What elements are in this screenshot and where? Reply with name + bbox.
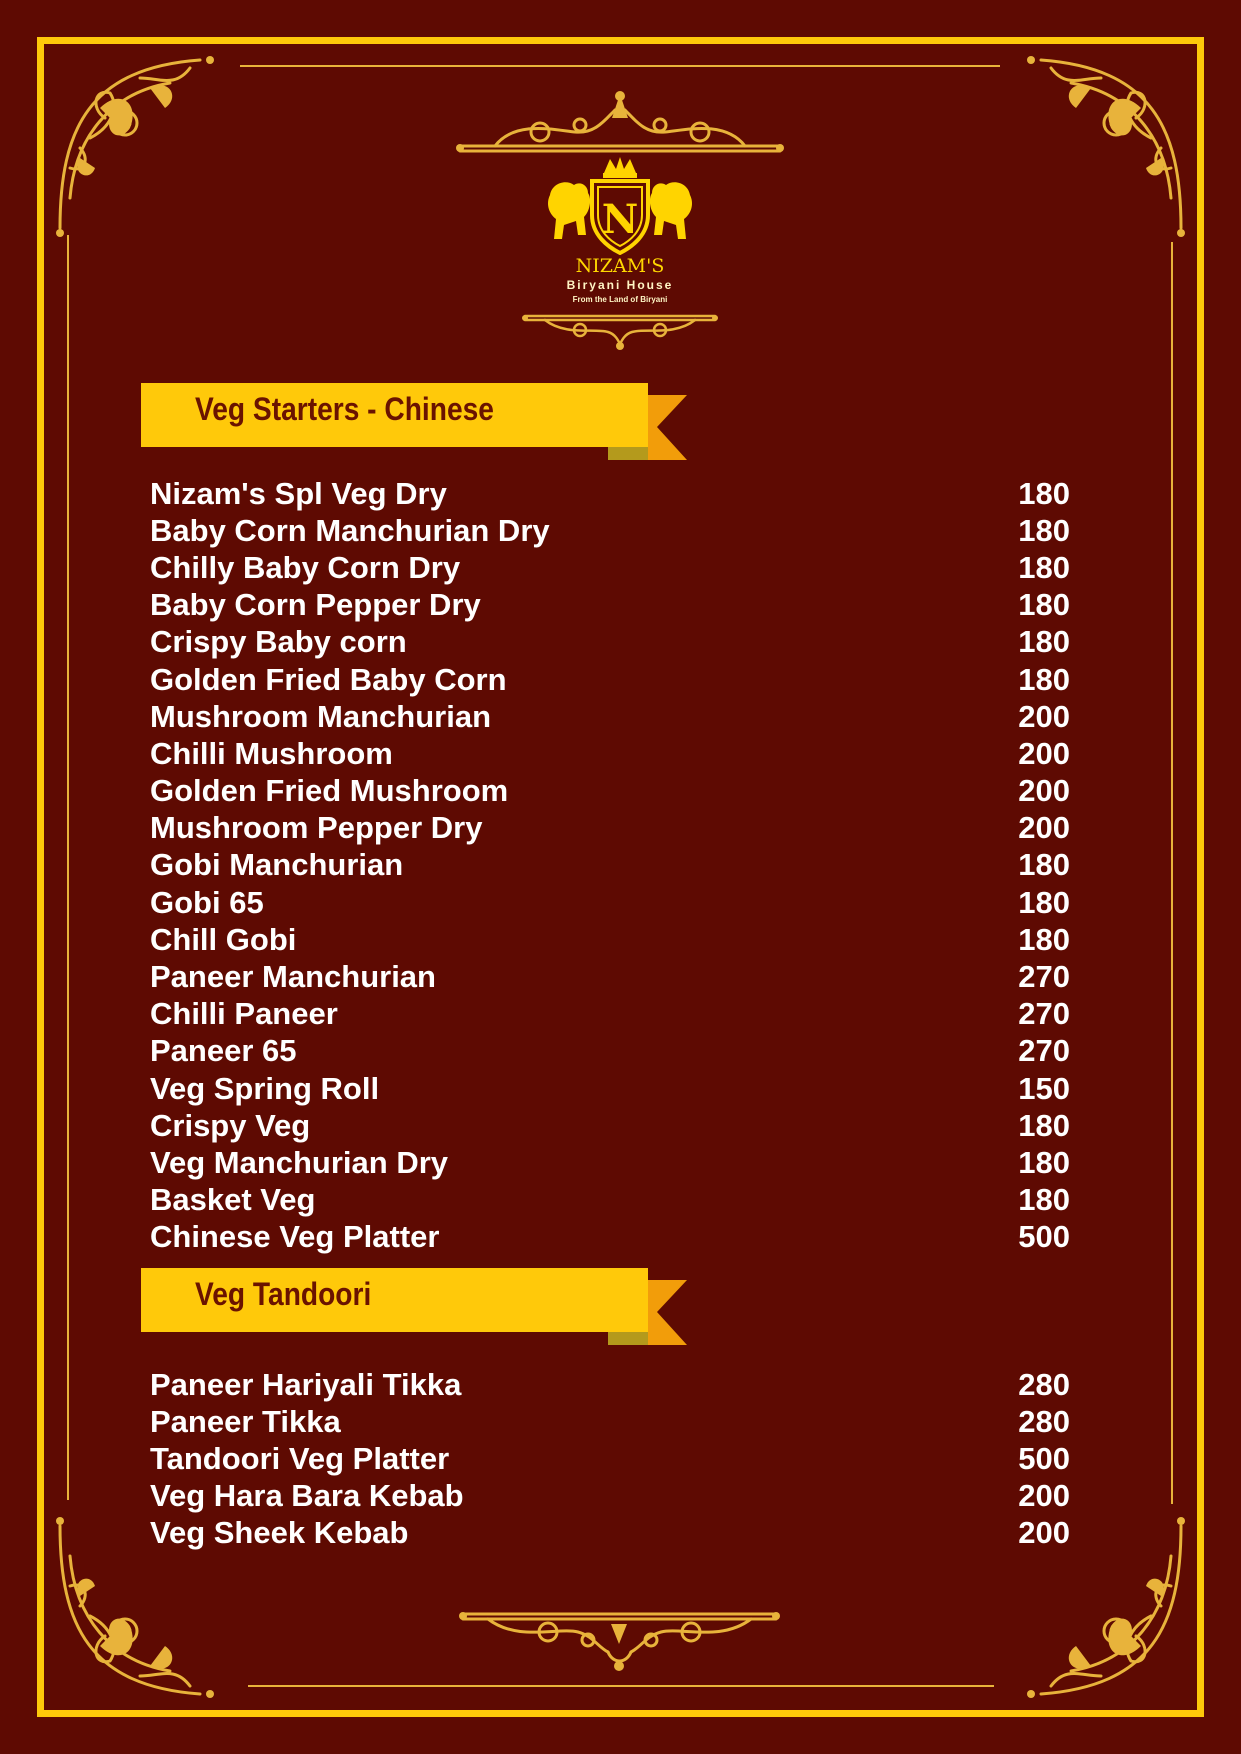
menu-item [150,475,1070,512]
item-name: Baby Corn Manchurian Dry [150,512,550,548]
menu-item [150,512,1070,549]
item-price: 180 [1018,624,1070,660]
menu-item [150,698,1070,735]
item-name: Basket Veg [150,1182,316,1218]
menu-item [150,884,1070,921]
item-price: 200 [1018,810,1070,846]
logo-monogram: N [601,196,639,243]
item-name: Golden Fried Mushroom [150,773,509,809]
item-name: Veg Manchurian Dry [150,1144,449,1180]
item-price: 280 [1018,1366,1070,1402]
scroll-ornament-icon [455,90,785,158]
menu-item [150,958,1070,995]
item-price: 200 [1018,1515,1070,1551]
menu-item [150,847,1070,884]
item-name: Tandoori Veg Platter [150,1440,450,1476]
menu-item [150,587,1070,624]
menu-item [150,661,1070,698]
item-name: Paneer 65 [150,1033,297,1069]
item-price: 270 [1018,959,1070,995]
right-divider-line [1171,242,1173,1504]
item-price: 180 [1018,847,1070,883]
menu-item [150,921,1070,958]
menu-item [150,1182,1070,1219]
menu-list-veg-tandoori [150,1366,1070,1552]
item-price: 270 [1018,1033,1070,1069]
item-name: Veg Spring Roll [150,1070,380,1106]
item-price: 150 [1018,1070,1070,1106]
item-price: 280 [1018,1403,1070,1439]
menu-item [150,1515,1070,1552]
scroll-ornament-icon [458,1602,781,1674]
item-price: 180 [1018,661,1070,697]
corner-ornament-icon [1001,48,1191,248]
item-price: 180 [1018,549,1070,585]
item-price: 200 [1018,1478,1070,1514]
item-name: Mushroom Pepper Dry [150,810,483,846]
bottom-divider-line [248,1685,994,1687]
item-name: Veg Sheek Kebab [150,1515,409,1551]
item-name: Paneer Hariyali Tikka [150,1366,462,1402]
section-title: Veg Starters - Chinese [195,391,494,427]
menu-item [150,1033,1070,1070]
item-price: 500 [1018,1219,1070,1255]
item-name: Paneer Tikka [150,1403,341,1439]
brand-tagline: From the Land of Biryani [572,295,668,304]
item-name: Chilli Mushroom [150,735,393,771]
item-name: Crispy Veg [150,1107,311,1143]
item-price: 180 [1018,1107,1070,1143]
brand-name: NIZAM'S [575,255,665,277]
item-name: Chill Gobi [150,921,297,957]
menu-item [150,1144,1070,1181]
menu-list-veg-starters-chinese [150,475,1070,1256]
item-price: 180 [1018,1182,1070,1218]
item-name: Chinese Veg Platter [150,1219,440,1255]
item-price: 180 [1018,1144,1070,1180]
item-name: Chilly Baby Corn Dry [150,549,461,585]
menu-item [150,773,1070,810]
item-price: 200 [1018,773,1070,809]
item-name: Chilli Paneer [150,996,338,1032]
item-price: 180 [1018,921,1070,957]
menu-item [150,1440,1070,1477]
section-heading-ribbon [141,383,687,460]
menu-item [150,996,1070,1033]
left-divider-line [67,235,69,1500]
menu-item [150,1219,1070,1256]
scroll-ornament-icon [520,312,720,352]
menu-item [150,1107,1070,1144]
item-price: 180 [1018,884,1070,920]
menu-item [150,1478,1070,1515]
item-price: 200 [1018,735,1070,771]
section-heading-ribbon [141,1268,687,1345]
top-divider-line [240,65,1000,67]
menu-item [150,549,1070,586]
item-name: Mushroom Manchurian [150,698,492,734]
crown-icon [604,157,636,173]
item-price: 500 [1018,1440,1070,1476]
item-name: Gobi Manchurian [150,847,404,883]
item-name: Baby Corn Pepper Dry [150,587,481,623]
item-name: Veg Hara Bara Kebab [150,1478,464,1514]
item-name: Golden Fried Baby Corn [150,661,507,697]
item-price: 270 [1018,996,1070,1032]
brand-subtitle: Biryani House [566,278,674,292]
item-price: 200 [1018,698,1070,734]
menu-item [150,1366,1070,1403]
section-title: Veg Tandoori [195,1276,372,1312]
item-price: 180 [1018,475,1070,511]
menu-item [150,1403,1070,1440]
menu-item [150,735,1070,772]
item-name: Gobi 65 [150,884,264,920]
item-name: Crispy Baby corn [150,624,407,660]
item-name: Paneer Manchurian [150,959,436,995]
menu-item [150,810,1070,847]
item-name: Nizam's Spl Veg Dry [150,475,447,511]
corner-ornament-icon [50,48,240,248]
menu-item [150,624,1070,661]
item-price: 180 [1018,512,1070,548]
item-price: 180 [1018,587,1070,623]
crest-icon [540,155,700,255]
brand-logo [455,90,785,360]
menu-item [150,1070,1070,1107]
